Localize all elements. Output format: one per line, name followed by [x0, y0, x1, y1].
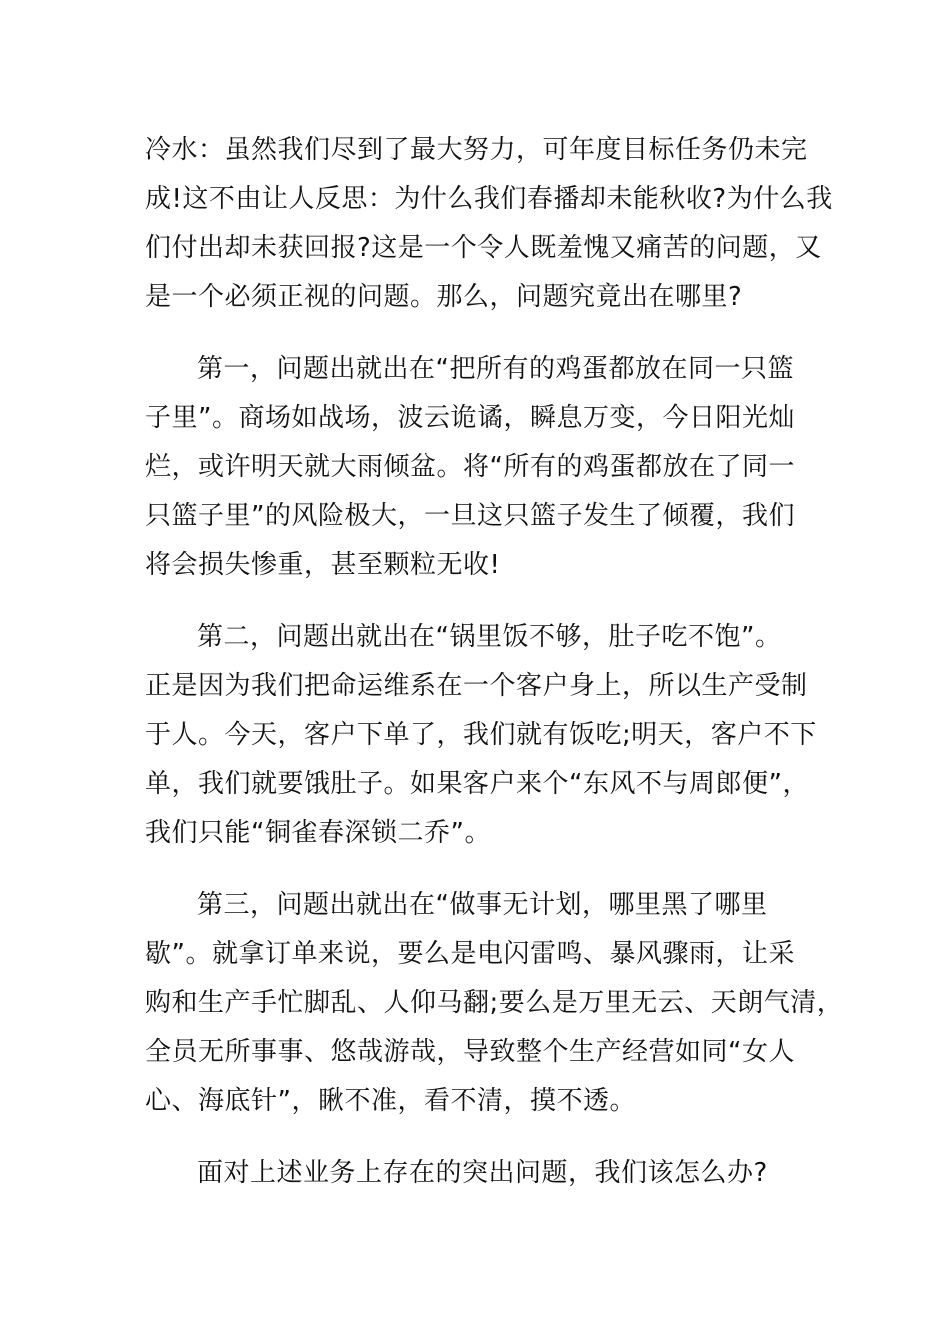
text-line: 购和生产手忙脚乱、人仰马翻;要么是万里无云、天朗气清，	[145, 988, 844, 1018]
text-line: 我们只能“铜雀春深锁二乔”。	[145, 818, 491, 848]
paragraph-intro	[145, 126, 833, 322]
text-line: 于人。今天，客户下单了，我们就有饭吃;明天，客户不下	[145, 720, 817, 750]
text-line: 冷水：虽然我们尽到了最大努力，可年度目标任务仍未完	[145, 135, 808, 165]
text-line: 全员无所事事、悠哉游哉，导致整个生产经营如同“女人	[145, 1037, 795, 1067]
paragraph-spacer	[145, 1126, 810, 1149]
paragraph-spacer	[145, 590, 810, 613]
text-line: 面对上述业务上存在的突出问题，我们该怎么办?	[197, 1158, 768, 1188]
text-line: 子里”。商场如战场，波云诡谲，瞬息万变，今日阳光灿	[145, 403, 795, 433]
paragraph-second-problem	[145, 613, 817, 858]
text-line: 烂，或许明天就大雨倾盆。将“所有的鸡蛋都放在了同一	[145, 452, 795, 482]
text-line: 成!这不由让人反思：为什么我们春播却未能秋收?为什么我	[145, 184, 833, 214]
paragraph-first-problem	[145, 345, 810, 590]
text-line: 正是因为我们把命运维系在一个客户身上，所以生产受制	[145, 671, 808, 701]
paragraph-question	[145, 1149, 810, 1198]
text-line: 只篮子里”的风险极大，一旦这只篮子发生了倾覆，我们	[145, 501, 795, 531]
text-line: 歇”。就拿订单来说，要么是电闪雷鸣、暴风骤雨，让采	[145, 939, 795, 969]
paragraph-third-problem	[145, 881, 844, 1126]
text-line: 将会损失惨重，甚至颗粒无收!	[145, 550, 501, 580]
paragraph-spacer	[145, 322, 810, 345]
text-line: 第一，问题出就出在“把所有的鸡蛋都放在同一只篮	[197, 354, 794, 384]
paragraph-spacer	[145, 858, 810, 881]
text-line: 心、海底针”，瞅不准，看不清，摸不透。	[145, 1086, 636, 1116]
document-body	[145, 126, 844, 1198]
text-line: 是一个必须正视的问题。那么，问题究竟出在哪里?	[145, 282, 743, 312]
text-line: 第二，问题出就出在“锅里饭不够，肚子吃不饱”。	[197, 622, 782, 652]
text-line: 第三，问题出就出在“做事无计划，哪里黑了哪里	[197, 890, 768, 920]
text-line: 单，我们就要饿肚子。如果客户来个“东风不与周郎便”，	[145, 769, 809, 799]
text-line: 们付出却未获回报?这是一个令人既羞愧又痛苦的问题，又	[145, 233, 822, 263]
